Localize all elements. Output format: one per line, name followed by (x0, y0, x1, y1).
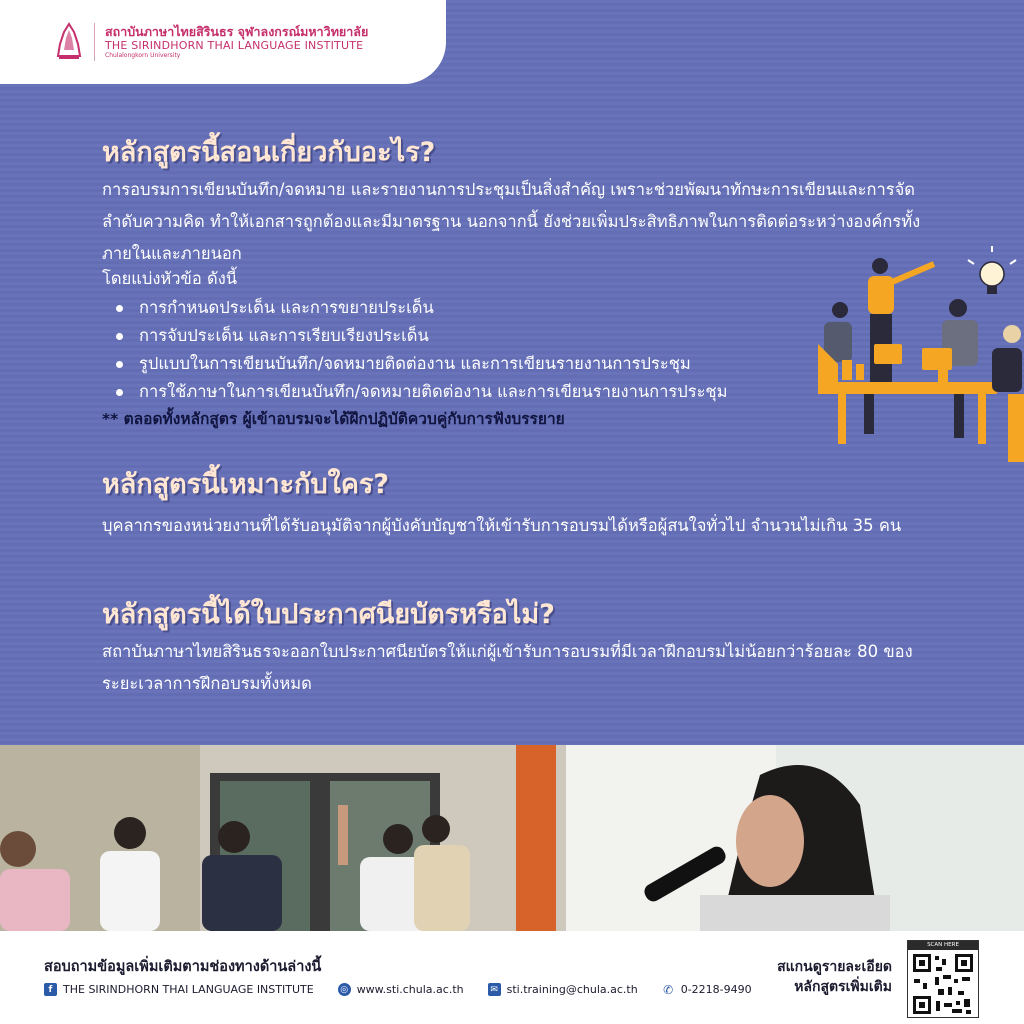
bullet-icon (116, 333, 123, 340)
institute-logo-icon (56, 22, 82, 62)
list-item (116, 378, 728, 406)
section3-body: สถาบันภาษาไทยสิรินธรจะออกใบประกาศนียบัตรให้แก่ผู้เข้ารับการอบรมที่มีเวลาฝึกอบรมไม่น้อยกว่าร้อยละ 80 ของระยะเวลาการฝึกอบรมทั้งหมด (102, 642, 913, 693)
list-item (116, 322, 728, 350)
section3-heading: หลักสูตรนี้ได้ใบประกาศนียบัตรหรือไม่? (102, 599, 555, 630)
qr-code[interactable] (907, 940, 979, 1018)
scan-line1: สแกนดูรายละเอียด (777, 959, 892, 975)
topics-intro: โดยแบ่งหัวข้อ ดังนี้ (102, 269, 238, 288)
logo-name-en: THE SIRINDHORN THAI LANGUAGE INSTITUTE (105, 39, 364, 52)
practice-note: ** ตลอดทั้งหลักสูตร ผู้เข้าอบรมจะได้ฝึกปฏิบัติควบคู่กับการฟังบรรยาย (102, 410, 565, 428)
globe-icon: ◎ (338, 983, 351, 996)
facebook-icon: f (44, 983, 57, 996)
website-text: www.sti.chula.ac.th (356, 983, 464, 996)
list-item (116, 294, 728, 322)
facebook-text: THE SIRINDHORN THAI LANGUAGE INSTITUTE (63, 983, 314, 996)
scan-line2: หลักสูตรเพิ่มเติม (794, 979, 892, 995)
training-photo (0, 745, 1024, 931)
scan-prompt (752, 957, 892, 997)
phone-icon: ✆ (663, 982, 674, 997)
topic-text: การกำหนดประเด็น และการขยายประเด็น (139, 298, 434, 317)
footer-title: สอบถามข้อมูลเพิ่มเติมตามช่องทางด้านล่างนี้ (44, 959, 322, 975)
bullet-icon (116, 361, 123, 368)
training-photo-drawing (0, 745, 1024, 931)
mail-icon: ✉ (488, 983, 501, 996)
logo-name-th: สถาบันภาษาไทยสิรินธร จุฬาลงกรณ์มหาวิทยาลัย (105, 24, 369, 39)
section1-body: การอบรมการเขียนบันทึก/จดหมาย และรายงานการประชุมเป็นสิ่งสำคัญ เพราะช่วยพัฒนาทักษะการเขียนและการจัดลำดับความคิด ทำให้เอกสารถูกต้องและมีมาตรฐาน นอกจากนี้ ยังช่วยเพิ่มประสิทธิภาพในการติดต่อระหว่างองค์กรทั้งภายในและภายนอก (102, 180, 921, 263)
logo-text (105, 24, 368, 60)
team-meeting-illustration (818, 244, 1024, 466)
logo-divider (94, 23, 95, 61)
section2-body: บุคลากรของหน่วยงานที่ได้รับอนุมัติจากผู้บังคับบัญชาให้เข้ารับการอบรมได้หรือผู้สนใจทั่วไป จำนวนไม่เกิน 35 คน (102, 516, 902, 535)
qr-code-icon (908, 951, 978, 1018)
section1-heading: หลักสูตรนี้สอนเกี่ยวกับอะไร? (102, 137, 436, 168)
qr-label: SCAN HERE (908, 941, 978, 950)
topic-text: รูปแบบในการเขียนบันทึก/จดหมายติดต่องาน และการเขียนรายงานการประชุม (139, 354, 691, 373)
section2-heading: หลักสูตรนี้เหมาะกับใคร? (102, 469, 390, 500)
email-text: sti.training@chula.ac.th (506, 983, 638, 996)
contact-row (44, 983, 776, 996)
bullet-icon (116, 389, 123, 396)
phone-text: 0-2218-9490 (680, 983, 752, 996)
topic-text: การจับประเด็น และการเรียบเรียงประเด็น (139, 326, 429, 345)
website-contact[interactable] (338, 983, 464, 996)
footer (0, 931, 1024, 1024)
email-contact[interactable] (488, 983, 638, 996)
facebook-contact[interactable] (44, 983, 314, 996)
list-item (116, 350, 728, 378)
topic-list (116, 294, 728, 406)
bullet-icon (116, 305, 123, 312)
logo-header (0, 0, 446, 84)
topic-text: การใช้ภาษาในการเขียนบันทึก/จดหมายติดต่องาน และการเขียนรายงานการประชุม (139, 382, 728, 401)
phone-contact[interactable] (662, 983, 752, 996)
logo-university: Chulalongkorn University (105, 52, 181, 59)
